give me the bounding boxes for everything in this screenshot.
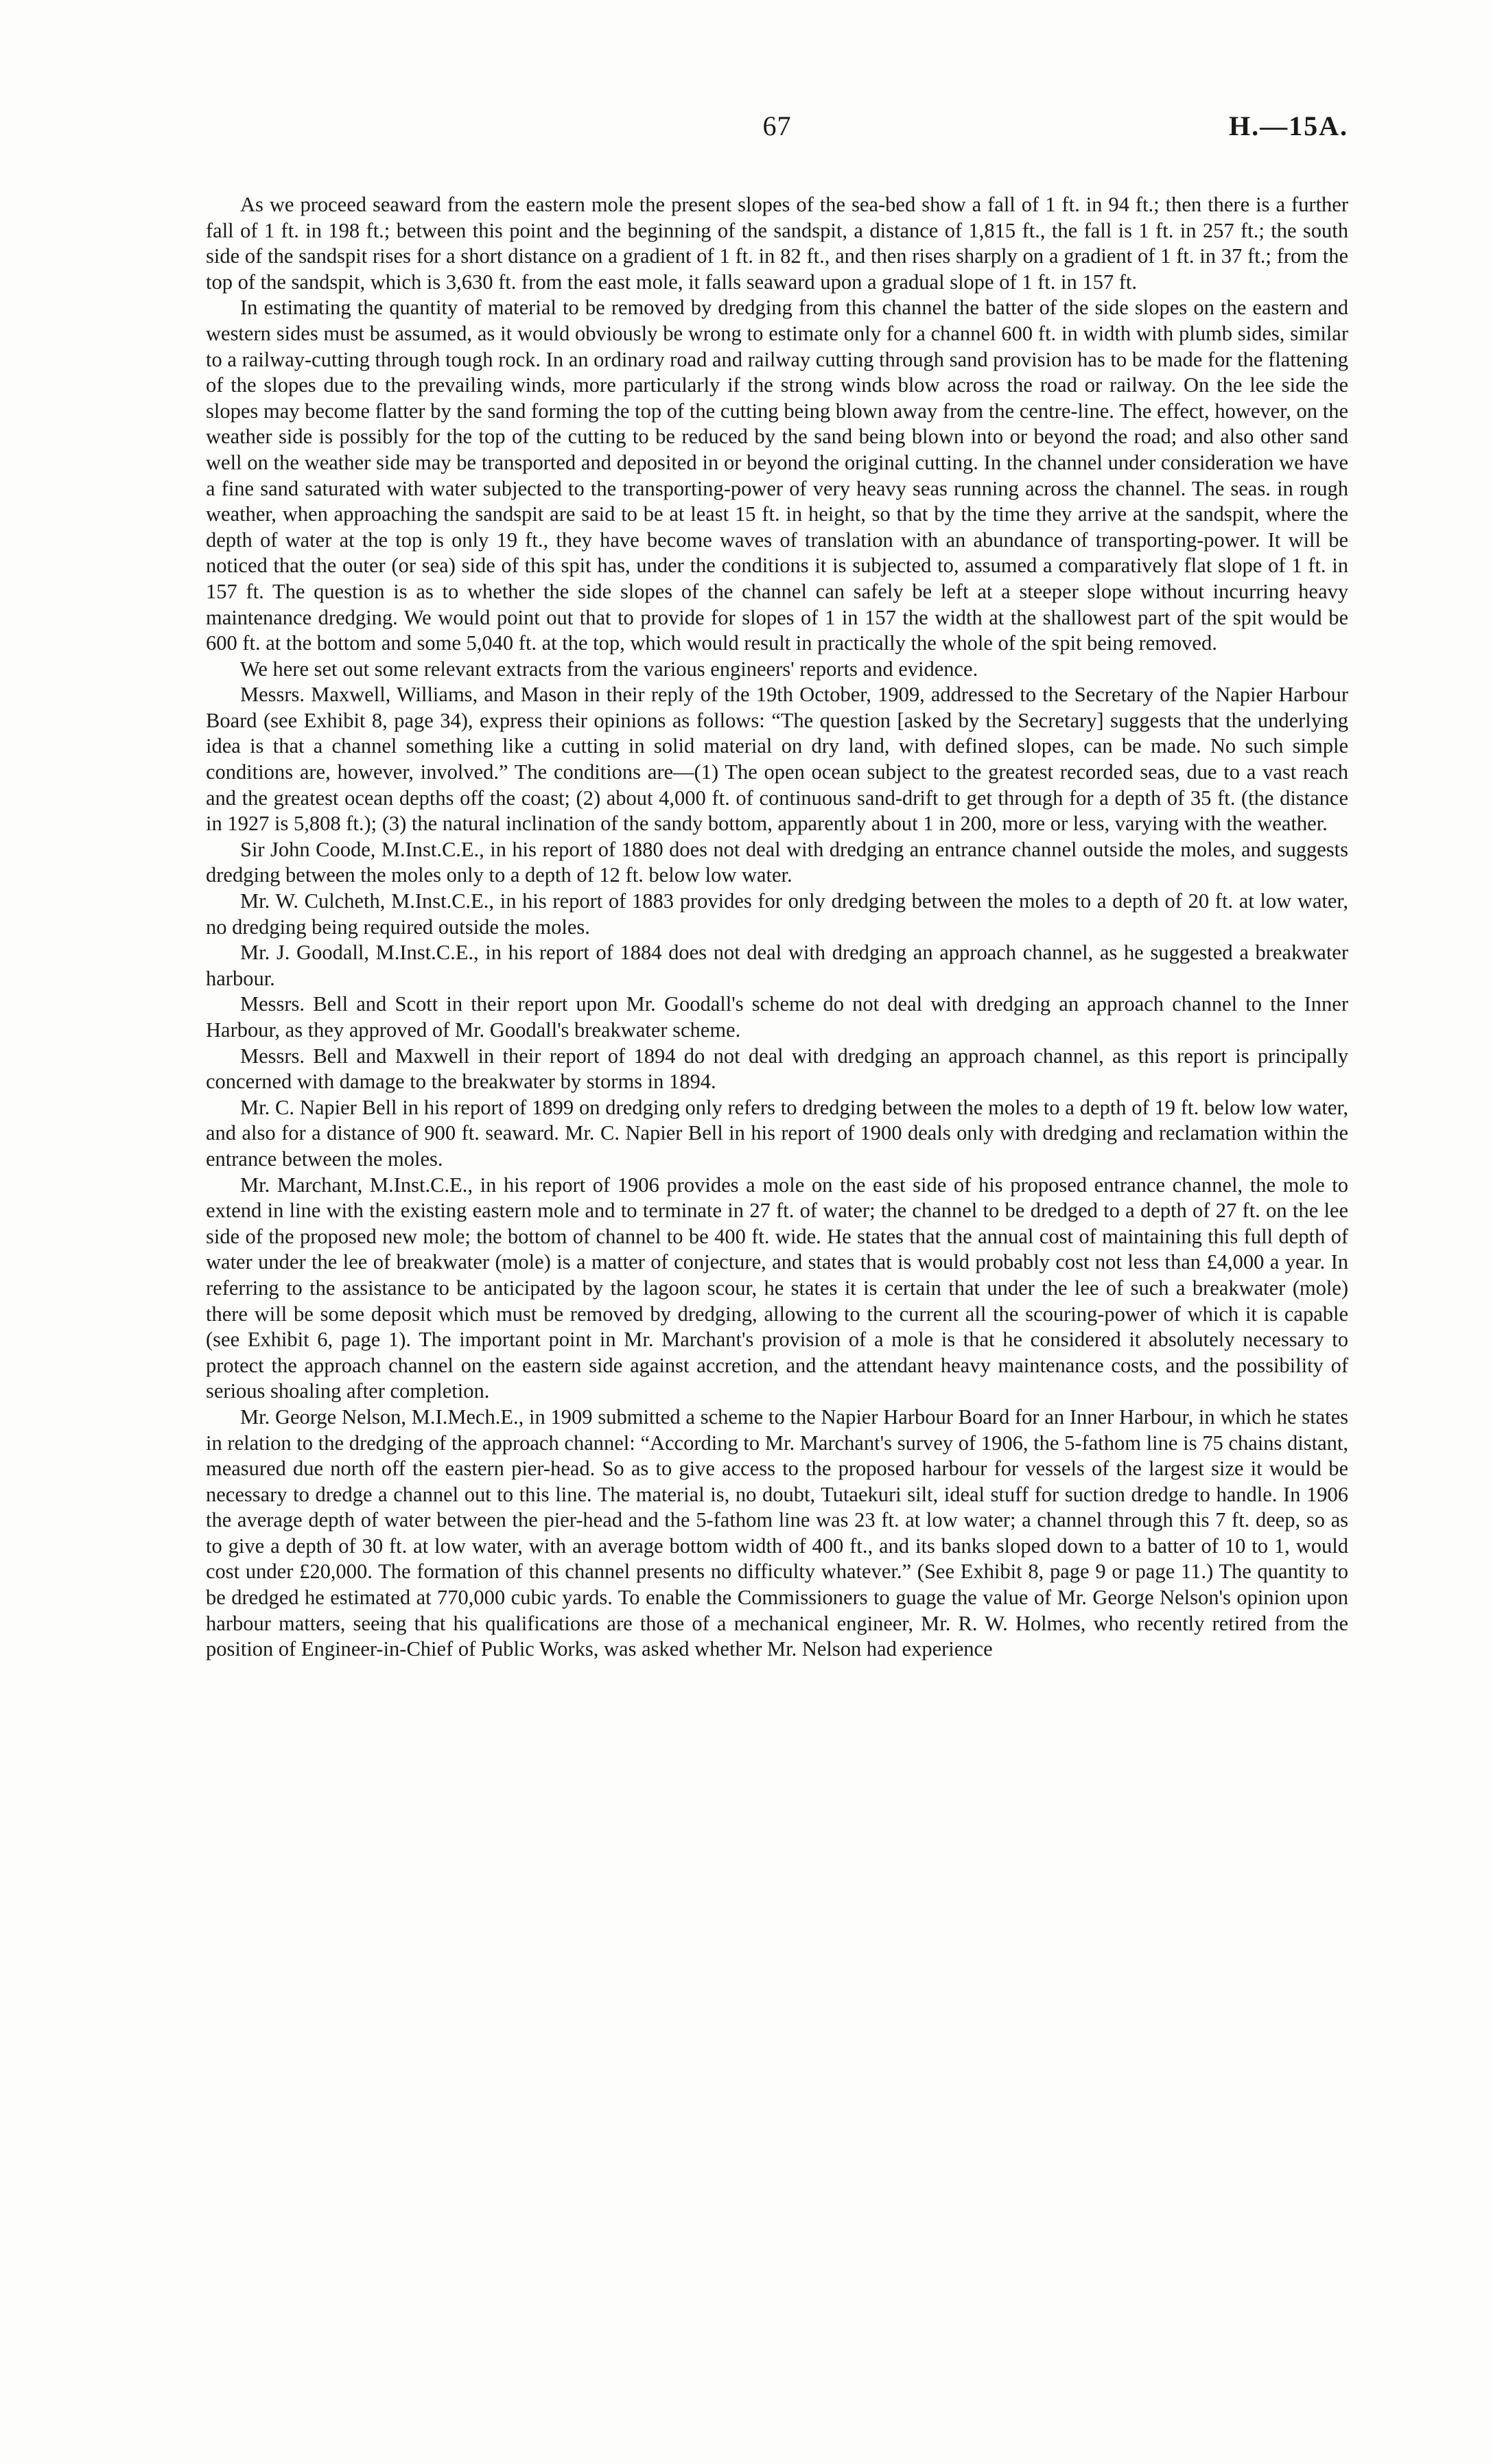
paragraph: In estimating the quantity of material to be removed by dredging from this channel the batter of the side slopes on the eastern and western sides must be assumed, as it would obviously be wrong to estimate only for a channel 600 ft. in width with plumb sides, similar to a railway-cutting through tough rock. In an ordinary road and railway cutting through sand provision has to be made for the flattening of the slopes due to the prevailing winds, more particularly if the strong winds blow across the road or railway. On the lee side the slopes may become flatter by the sand forming the top of the cutting being blown away from the centre-line. The effect, however, on the weather side is possibly for the top of the cutting to be reduced by the sand being blown into or beyond the road; and also other sand well on the weather side may be transported and deposited in or beyond the original cutting. In the channel under consideration we have a fine sand saturated with water subjected to the transporting-power of very heavy seas running across the channel. The seas. in rough weather, when approaching the sandspit are said to be at least 15 ft. in height, so that by the time they arrive at the sandspit, where the depth of water at the top is only 19 ft., they have become waves of translation with an abundance of transporting-power. It will be noticed that the outer (or sea) side of this spit has, under the conditions it is subjected to, assumed a comparatively flat slope of 1 ft. in 157 ft. The question is as to whether the side slopes of the channel can safely be left at a steeper slope without incurring heavy maintenance dredging. We would point out that to provide for slopes of 1 in 157 the width at the shallowest part of the spit would be 600 ft. at the bottom and some 5,040 ft. at the top, which would result in practically the whole of the spit being removed. xyxy=(206,296,1348,655)
paragraph: Mr. W. Culcheth, M.Inst.C.E., in his report of 1883 provides for only dredging between the moles to a depth of 20 ft. at low water, no dredging being required outside the moles. xyxy=(206,889,1348,939)
page-number: 67 xyxy=(762,110,792,141)
paragraph: As we proceed seaward from the eastern mole the present slopes of the sea-bed show a fall of 1 ft. in 94 ft.; then there is a further fall of 1 ft. in 198 ft.; between this point and the beginning of the sandspit, a distance of 1,815 ft., the fall is 1 ft. in 257 ft.; the south side of the sandspit rises for a short distance on a gradient of 1 ft. in 82 ft., and then rises sharply on a gradient of 1 ft. in 37 ft.; from the top of the sandspit, which is 3,630 ft. from the east mole, it falls seaward upon a gradual slope of 1 ft. in 157 ft. xyxy=(206,193,1348,294)
paragraph: We here set out some relevant extracts from the various engineers' reports and evidence. xyxy=(240,657,978,681)
paragraph: Mr. C. Napier Bell in his report of 1899 on dredging only refers to dredging between the moles to a depth of 19 ft. below low water, and also for a distance of 900 ft. seaward. Mr. C. Napier Bell in his report of 1900 deals only with dredging and reclamation within the entrance between the moles. xyxy=(206,1095,1348,1171)
paragraph: Mr. George Nelson, M.I.Mech.E., in 1909 submitted a scheme to the Napier Harbour Board for an Inner Harbour, in which he states in relation to the dredging of the approach channel: “According to Mr. Marchant's survey of 1906, the 5-fathom line is 75 chains distant, measured due north off the eastern pier-head. So as to give access to the proposed harbour for vessels of the largest size it would be necessary to dredge a channel out to this line. The material is, no doubt, Tutaekuri silt, ideal stuff for suction dredge to handle. In 1906 the average depth of water between the pier-head and the 5-fathom line was 23 ft. at low water; a channel through this 7 ft. deep, so as to give a depth of 30 ft. at low water, with an average bottom width of 400 ft., and its banks sloped down to a batter of 10 to 1, would cost under £20,000. The formation of this channel presents no difficulty whatever.” (See Exhibit 8, page 9 or page 11.) The quantity to be dredged he estimated at 770,000 cubic yards. To enable the Commissioners to guage the value of Mr. George Nelson's opinion upon harbour matters, seeing that his qualifications are those of a mechanical engineer, Mr. R. W. Holmes, who recently retired from the position of Engineer-in-Chief of Public Works, was asked whether Mr. Nelson had experience xyxy=(206,1405,1348,1661)
body-text xyxy=(206,192,1348,1663)
document-reference: H.—15A. xyxy=(1229,110,1348,141)
paragraph: Mr. J. Goodall, M.Inst.C.E., in his report of 1884 does not deal with dredging an approach channel, as he suggested a breakwater harbour. xyxy=(206,941,1348,990)
paragraph: Messrs. Bell and Scott in their report upon Mr. Goodall's scheme do not deal with dredging an approach channel to the Inner Harbour, as they approved of Mr. Goodall's breakwater scheme. xyxy=(206,992,1348,1042)
paragraph: Messrs. Maxwell, Williams, and Mason in their reply of the 19th October, 1909, addressed to the Secretary of the Napier Harbour Board (see Exhibit 8, page 34), express their opinions as follows: “The question [asked by the Secretary] suggests that the underlying idea is that a channel something like a cutting in solid material on dry land, with defined slopes, can be made. No such simple conditions are, however, involved.” The conditions are—(1) The open ocean subject to the greatest recorded seas, due to a vast reach and the greatest ocean depths off the coast; (2) about 4,000 ft. of continuous sand-drift to get through for a depth of 35 ft. (the distance in 1927 is 5,808 ft.); (3) the natural inclination of the sandy bottom, apparently about 1 in 200, more or less, varying with the weather. xyxy=(206,683,1348,836)
paragraph: Messrs. Bell and Maxwell in their report of 1894 do not deal with dredging an approach channel, as this report is principally concerned with damage to the breakwater by storms in 1894. xyxy=(206,1044,1348,1094)
paragraph: Sir John Coode, M.Inst.C.E., in his report of 1880 does not deal with dredging an entrance channel outside the moles, and suggests dredging between the moles only to a depth of 12 ft. below low water. xyxy=(206,837,1348,887)
page-header xyxy=(206,110,1348,151)
paragraph: Mr. Marchant, M.Inst.C.E., in his report of 1906 provides a mole on the east side of his proposed entrance channel, the mole to extend in line with the existing eastern mole and to terminate in 27 ft. of water; the channel to be dredged to a depth of 27 ft. on the lee side of the proposed new mole; the bottom of channel to be 400 ft. wide. He states that the annual cost of maintaining this full depth of water under the lee of breakwater (mole) is a matter of conjecture, and states that is would probably cost not less than £4,000 a year. In referring to the assistance to be anticipated by the lagoon scour, he states it is certain that under the lee of such a breakwater (mole) there will be some deposit which must be removed by dredging, allowing to the current all the scouring-power of which it is capable (see Exhibit 6, page 1). The important point in Mr. Marchant's provision of a mole is that he considered it absolutely necessary to protect the approach channel on the eastern side against accretion, and the attendant heavy maintenance costs, and the possibility of serious shoaling after completion. xyxy=(206,1173,1348,1403)
